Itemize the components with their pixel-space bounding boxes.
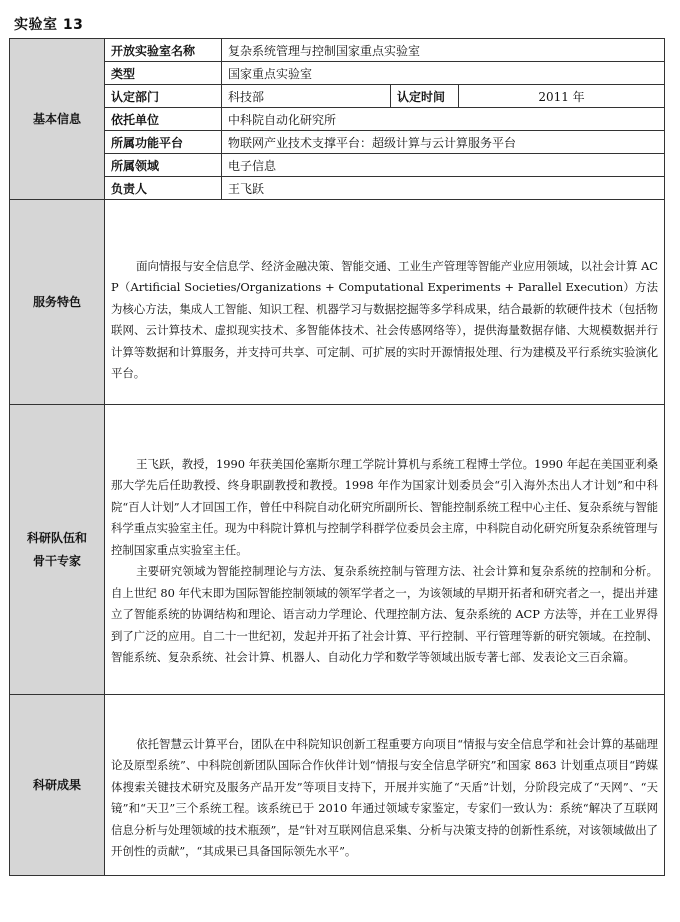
section-research-team xyxy=(10,405,105,695)
section-service-features: 服务特色 xyxy=(10,200,105,405)
research-results-content xyxy=(105,695,665,876)
row-type xyxy=(10,62,665,85)
service-features-paragraph: 面向情报与安全信息学、经济金融决策、智能交通、工业生产管理等智能产业应用领域，以社会计算 ACP（Artificial Societies/Organizations + Computational Experiments + Parallel Execution）方法为核心方法，集成人工智能、知识工程、机器学习与数据挖掘等多学科成果，结合最新的软硬件技术（包括物联网、云计算技术、虚拟现实技术、多智能体技术、社会传感网络等），提供海量数据存储、大规模数据并行计算等数据和计算服务，并支持可共享、可定制、可扩展的实时开源情报处理、行为建模及平行系统实验演化平台。 xyxy=(111,258,659,380)
label-platform: 所属功能平台 xyxy=(105,131,222,154)
value-cert-time: 2011 年 xyxy=(459,85,665,108)
research-results-paragraph: 依托智慧云计算平台，团队在中科院知识创新工程重要方向项目“情报与安全信息学和社会计算的基础理论及原型系统”、中科院创新团队国际合作伙伴计划“情报与安全信息学研究”和国家 863 计划重点项目“跨媒体搜索关键技术研究及服务产品开发”等项目支持下，开展并实施了“天盾”计划，分阶段完成了“天网”、“天镜”和“天卫”三个系统工程。该系统已于 2010 年通过领域专家鉴定，专家们一致认为：系统“解决了互联网信息分析与处理领域的技术瓶颈”，是“针对互联网信息采集、分析与决策支持的创新性系统，对该领域做出了开创性的贡献”，“其成果已具备国际领先水平”。 xyxy=(111,736,659,858)
value-type: 国家重点实验室 xyxy=(222,62,665,85)
row-platform xyxy=(10,131,665,154)
research-team-content xyxy=(105,405,665,695)
label-host: 依托单位 xyxy=(105,108,222,131)
row-research-team xyxy=(10,405,665,695)
label-head: 负责人 xyxy=(105,177,222,200)
label-cert-time: 认定时间 xyxy=(391,85,459,108)
row-field xyxy=(10,154,665,177)
service-features-content xyxy=(105,200,665,405)
row-dept xyxy=(10,85,665,108)
label-lab-name: 开放实验室名称 xyxy=(105,39,222,62)
research-team-label-line2: 骨干专家 xyxy=(32,553,81,568)
section-research-results: 科研成果 xyxy=(10,695,105,876)
row-service-features xyxy=(10,200,665,405)
lab-info-table xyxy=(9,38,665,876)
section-basic-info: 基本信息 xyxy=(10,39,105,200)
label-dept: 认定部门 xyxy=(105,85,222,108)
value-platform: 物联网产业技术支撑平台：超级计算与云计算服务平台 xyxy=(222,131,665,154)
research-team-paragraph-2: 主要研究领域为智能控制理论与方法、复杂系统控制与管理方法、社会计算和复杂系统的控制和分析。自上世纪 80 年代末即为国际智能控制领域的领军学者之一，为该领域的早期开拓者和研究者之一，提出并建立了智能系统的协调结构和理论、语言动力学理论、代理控制方法、复杂系统的 ACP 方法等，并在工业界得到了广泛的应用。自二十一世纪初，发起并开拓了社会计算、平行控制、平行管理等新的研究领域。在控制、智能系统、复杂系统、社会计算、机器人、自动化力学和数学等领域出版专著七部、发表论文三百余篇。 xyxy=(111,564,659,664)
value-head: 王飞跃 xyxy=(222,177,665,200)
document-title: 实验室 13 xyxy=(14,17,84,33)
value-dept: 科技部 xyxy=(222,85,391,108)
row-host xyxy=(10,108,665,131)
row-head xyxy=(10,177,665,200)
label-field: 所属领域 xyxy=(105,154,222,177)
row-lab-name xyxy=(10,39,665,62)
value-lab-name: 复杂系统管理与控制国家重点实验室 xyxy=(222,39,665,62)
research-team-paragraph-1: 王飞跃，教授，1990 年获美国伦塞斯尔理工学院计算机与系统工程博士学位。1990 年起在美国亚利桑那大学先后任助教授、终身职副教授和教授。1998 年作为国家计划委员会“引入海外杰出人才计划”和中科院“百人计划”人才回国工作，曾任中科院自动化研究所副所长、智能控制系统工程中心主任、复杂系统与智能科学重点实验室主任。现为中科院计算机与控制学科群学位委员会主席，中科院自动化研究所复杂系统管理与控制国家重点实验室主任。 xyxy=(111,456,659,557)
value-host: 中科院自动化研究所 xyxy=(222,108,665,131)
value-field: 电子信息 xyxy=(222,154,665,177)
research-team-label-line1: 科研队伍和 xyxy=(26,530,87,545)
row-research-results xyxy=(10,695,665,876)
label-type: 类型 xyxy=(105,62,222,85)
